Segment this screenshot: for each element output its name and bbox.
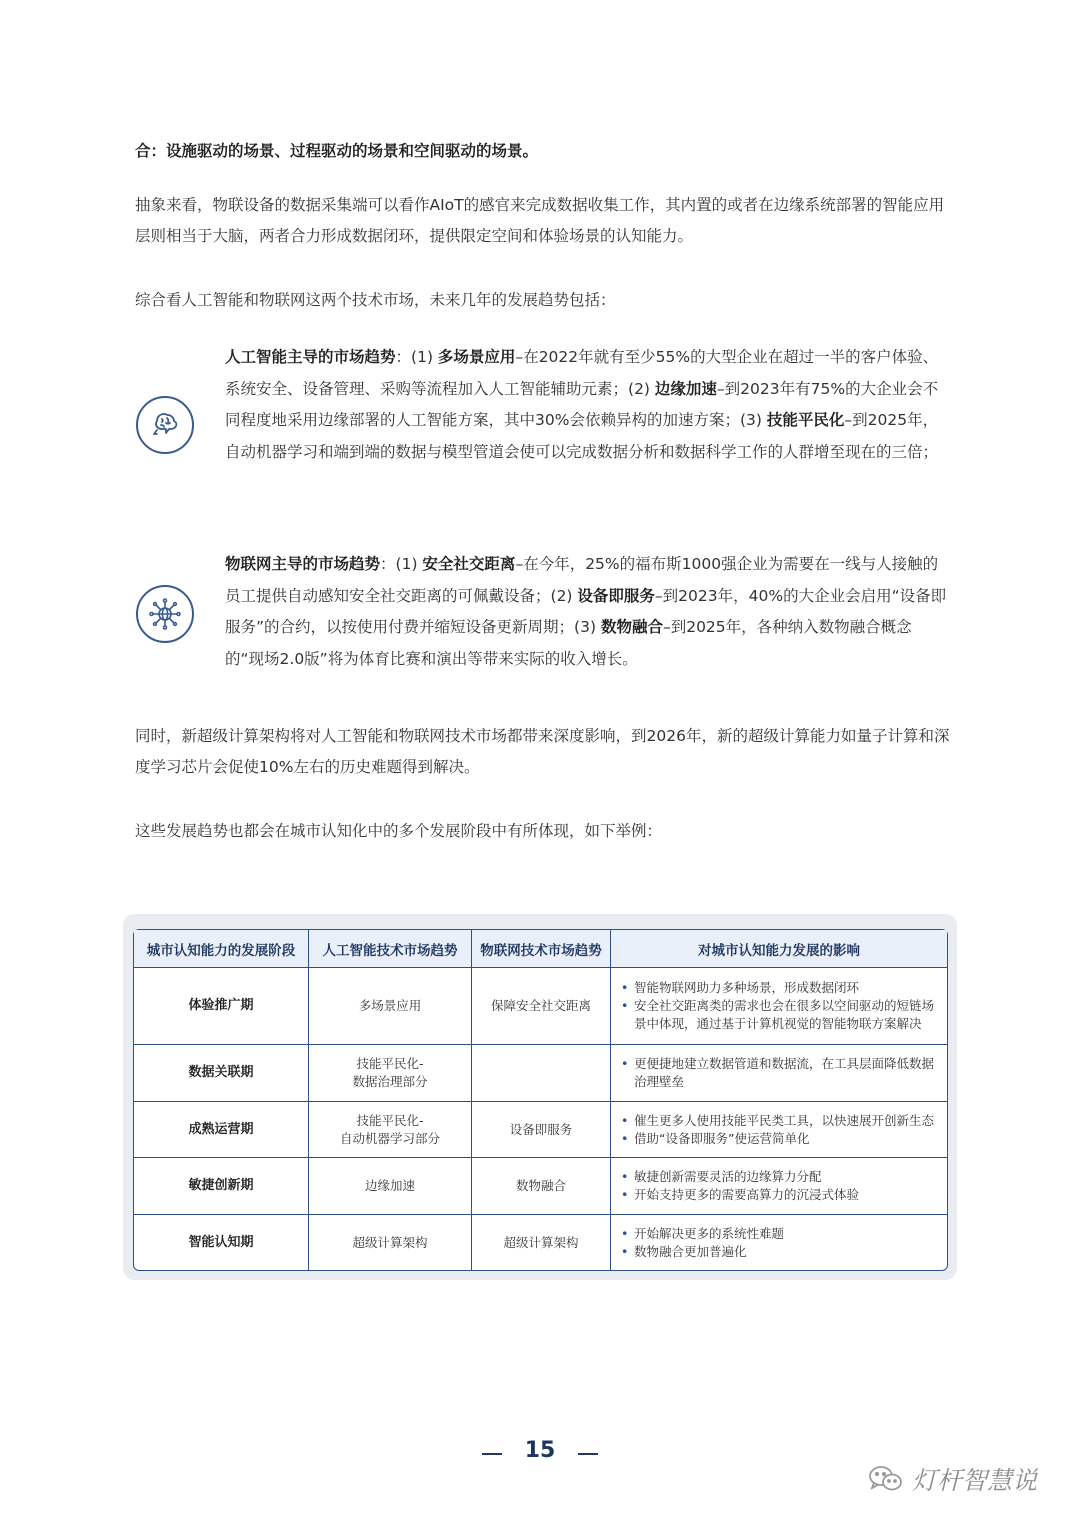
impact-item: • 智能物联网助力多种场景，形成数据闭环 <box>621 979 937 997</box>
iot-trend-n2: (2) <box>550 586 578 605</box>
table-row <box>134 1102 947 1158</box>
iot-trend-cell: 保障安全社交距离 <box>472 968 611 1045</box>
impact-item: • 更便捷地建立数据管道和数据流，在工具层面降低数据治理壁垒 <box>621 1055 937 1091</box>
aiot-abstract-paragraph: 抽象来看，物联设备的数据采集端可以看作AIoT的感官来完成数据收集工作，其内置的或者在边缘系统部署的智能应用层则相当于大脑，两者合力形成数据闭环，提供限定空间和体验场景的认知能力。 <box>135 196 945 245</box>
iot-trend-cell: 数物融合 <box>472 1158 611 1215</box>
ai-trend-cell <box>309 1102 472 1158</box>
stage-cell: 成熟运营期 <box>134 1102 309 1158</box>
supercomputing-paragraph: 同时，新超级计算架构将对人工智能和物联网技术市场都带来深度影响，到2026年，新的超级计算能力如量子计算和深度学习芯片会促使10%左右的历史难题得到解决。 <box>135 727 950 776</box>
ai-trend-cell <box>309 1158 472 1215</box>
ai-trend-line: 技能平民化- <box>356 1112 424 1128</box>
brain-icon <box>136 396 194 454</box>
impact-cell <box>611 968 947 1045</box>
iot-trend-sep: ： <box>380 555 396 573</box>
watermark-text: 灯杆智慧说 <box>912 1466 1038 1495</box>
impact-item: • 催生更多人使用技能平民类工具，以快速展开创新生态 <box>621 1112 937 1130</box>
impact-item: • 敏捷创新需要灵活的边缘算力分配 <box>621 1168 937 1186</box>
iot-trend-t3: –到2025年，各种纳入数物融合概念的“现场2.0版”将为体育比赛和演出等带来实际的收入增长。 <box>225 618 912 668</box>
iot-trend-cell: 超级计算架构 <box>472 1215 611 1270</box>
stage-cell: 体验推广期 <box>134 968 309 1045</box>
header-stage: 城市认知能力的发展阶段 <box>134 930 309 968</box>
ai-trend-t3: –到2025年，自动机器学习和端到端的数据与模型管道会使可以完成数据分析和数据科学工作的人群增至现在的三倍； <box>225 411 939 461</box>
iot-trend-t2: –到2023年，40%的大企业会启用“设备即服务”的合约，以按使用付费并缩短设备更新周期； <box>225 586 947 636</box>
ai-trend-k3: 技能平民化 <box>766 411 845 429</box>
ai-trend-k1: 多场景应用 <box>437 348 516 366</box>
globe-network-icon <box>136 585 194 643</box>
iot-trend-t1: –在今年，25%的福布斯1000强企业为需要在一线与人接触的员工提供自动感知安全社交距离的可佩戴设备； <box>225 555 939 605</box>
ai-trend-line: 数据治理部分 <box>352 1074 428 1089</box>
header-iot-trend: 物联网技术市场趋势 <box>472 930 611 968</box>
trends-intro-paragraph: 综合看人工智能和物联网这两个技术市场，未来几年的发展趋势包括： <box>135 291 616 309</box>
ai-trend-t2: –到2023年有75%的大企业会不同程度地采用边缘部署的人工智能方案，其中30%会依赖异构的加速方案； <box>225 379 939 429</box>
page-number: 15 <box>524 1438 556 1463</box>
impact-cell <box>611 1102 947 1158</box>
impact-item: • 数物融合更加普遍化 <box>621 1243 937 1261</box>
iot-trend-n3: (3) <box>574 618 601 636</box>
table-row <box>134 968 947 1045</box>
ai-trend-line: 技能平民化- <box>356 1056 424 1071</box>
impact-item: • 安全社交距离类的需求也会在很多以空间驱动的短链场景中体现，通过基于计算机视觉的智能物联方案解决 <box>621 997 937 1033</box>
iot-trend-k1: 安全社交距离 <box>422 555 516 573</box>
impact-item: • 借助“设备即服务”使运营简单化 <box>621 1130 937 1148</box>
ai-trend-n1: (1) <box>411 348 438 366</box>
stage-cell: 智能认知期 <box>134 1215 309 1270</box>
iot-trend-k2: 设备即服务 <box>577 586 655 605</box>
ai-trend-cell <box>309 1215 472 1270</box>
ai-trend-n3: (3) <box>739 411 767 429</box>
iot-trend-k3: 数物融合 <box>600 618 663 636</box>
stage-table <box>133 929 948 1271</box>
ai-trend-heading: 人工智能主导的市场趋势 <box>225 348 396 366</box>
stage-cell: 数据关联期 <box>134 1045 309 1102</box>
table-row <box>134 1045 947 1102</box>
watermark <box>868 1462 1037 1496</box>
ai-market-trend <box>225 342 950 468</box>
header-ai-trend: 人工智能技术市场趋势 <box>309 930 472 968</box>
ai-trend-cell <box>309 968 472 1045</box>
table-header-row <box>134 930 947 968</box>
ai-trend-line: 自动机器学习部分 <box>339 1130 440 1146</box>
ai-trend-sep: ： <box>395 348 412 366</box>
iot-trend-n1: (1) <box>395 555 423 573</box>
ai-trend-cell <box>309 1045 472 1102</box>
impact-cell <box>611 1215 947 1270</box>
stage-cell: 敏捷创新期 <box>134 1158 309 1215</box>
page-number-dash-right <box>578 1453 598 1455</box>
ai-trend-line: 多场景应用 <box>358 998 422 1013</box>
ai-trend-t1: –在2022年就有至少55%的大型企业在超过一半的客户体验、系统安全、设备管理、采购等流程加入人工智能辅助元素； <box>225 348 939 398</box>
table-row <box>134 1158 947 1215</box>
impact-cell <box>611 1045 947 1102</box>
impact-item: • 开始解决更多的系统性难题 <box>621 1225 937 1243</box>
iot-market-trend <box>225 549 950 675</box>
table-row <box>134 1215 947 1270</box>
ai-trend-line: 边缘加速 <box>364 1178 415 1193</box>
stage-table-panel <box>123 914 957 1280</box>
ai-trend-k2: 边缘加速 <box>654 379 717 398</box>
intro-scenario-line: 合：设施驱动的场景、过程驱动的场景和空间驱动的场景。 <box>135 142 539 160</box>
impact-cell <box>611 1158 947 1215</box>
iot-trend-cell: 设备即服务 <box>472 1102 611 1158</box>
examples-intro-paragraph: 这些发展趋势也都会在城市认知化中的多个发展阶段中有所体现，如下举例： <box>135 822 663 840</box>
iot-trend-cell <box>472 1045 611 1102</box>
wechat-icon <box>868 1464 904 1494</box>
iot-trend-heading: 物联网主导的市场趋势 <box>225 555 381 573</box>
ai-trend-line: 超级计算架构 <box>352 1234 428 1250</box>
ai-trend-n2: (2) <box>628 379 655 398</box>
impact-item: • 开始支持更多的需要高算力的沉浸式体验 <box>621 1186 937 1204</box>
header-impact: 对城市认知能力发展的影响 <box>611 930 947 968</box>
